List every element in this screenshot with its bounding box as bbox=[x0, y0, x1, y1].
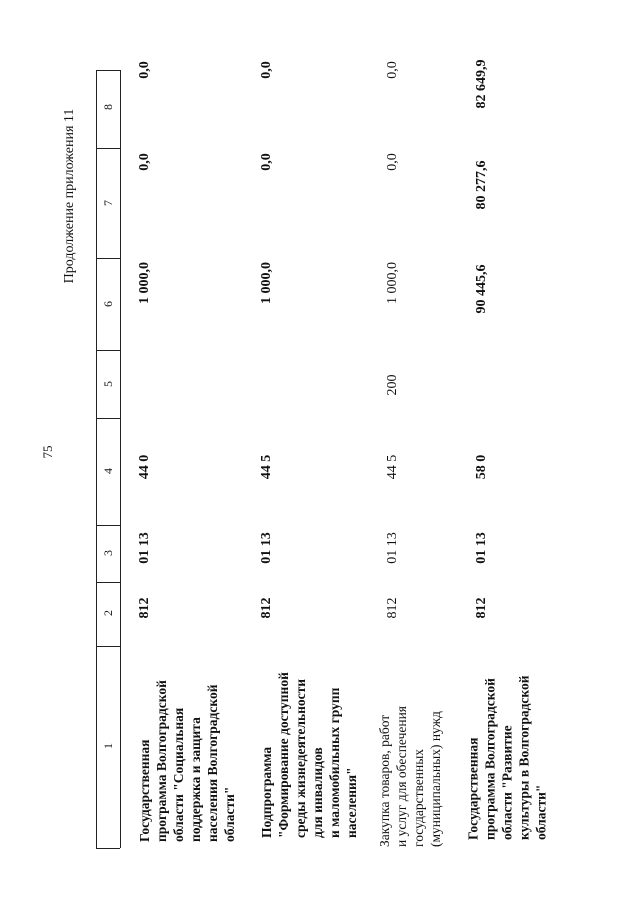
table-border-left bbox=[96, 70, 97, 848]
row-1-col-6: 1 000,0 bbox=[137, 262, 152, 304]
col-line-3-4 bbox=[96, 525, 120, 526]
row-3-col-3: 01 13 bbox=[385, 532, 400, 564]
col-line-6-7 bbox=[96, 258, 120, 259]
row-1-description: Государственная программа Волгоградской области "Социальная поддержка и защита населения Волгоградской области" bbox=[137, 680, 237, 842]
continuation-note: Продолжение приложения 11 bbox=[62, 108, 77, 284]
row-2-col-4: 44 5 bbox=[259, 454, 274, 480]
row-4-description: Государственная программа Волгоградской области "Развитие культуры в Волгоградской области" bbox=[465, 675, 549, 840]
col-line-2-3 bbox=[96, 582, 120, 583]
header-col-8: 8 bbox=[101, 104, 115, 110]
col-line-1-2 bbox=[96, 646, 120, 647]
row-2-col-3: 01 13 bbox=[259, 532, 274, 564]
row-1-col-4: 44 0 bbox=[137, 454, 152, 480]
row-3-description: Закупка товаров, работ и услуг для обеспечения государственных (муниципальных) нужд bbox=[377, 705, 443, 847]
header-col-5: 5 bbox=[101, 381, 115, 387]
col-line-5-6 bbox=[96, 350, 120, 351]
row-3-col-4: 44 5 bbox=[385, 454, 400, 480]
header-col-7: 7 bbox=[101, 200, 115, 206]
row-4-col-2: 812 bbox=[474, 597, 489, 619]
row-4-col-7: 80 277,6 bbox=[474, 160, 489, 210]
header-col-1: 1 bbox=[101, 743, 115, 749]
page-number: 75 bbox=[40, 445, 55, 459]
row-2-description: Подпрограмма "Формирование доступной среды жизнедеятельности для инвалидов и маломобильных групп населения" bbox=[259, 672, 359, 838]
row-2-col-6: 1 000,0 bbox=[259, 262, 274, 304]
header-col-3: 3 bbox=[101, 550, 115, 556]
row-2-col-7: 0,0 bbox=[259, 153, 274, 171]
row-2-col-8: 0,0 bbox=[259, 61, 274, 79]
row-3-col-2: 812 bbox=[385, 597, 400, 619]
row-4-col-4: 58 0 bbox=[474, 454, 489, 480]
row-1-col-7: 0,0 bbox=[137, 153, 152, 171]
row-3-col-8: 0,0 bbox=[385, 61, 400, 79]
row-3-col-6: 1 000,0 bbox=[385, 262, 400, 304]
col-line-4-5 bbox=[96, 418, 120, 419]
col-line-8-9 bbox=[96, 70, 120, 71]
row-3-col-7: 0,0 bbox=[385, 153, 400, 171]
row-3-col-5: 200 bbox=[385, 374, 400, 396]
header-separator bbox=[120, 70, 121, 848]
header-col-4: 4 bbox=[101, 468, 115, 474]
col-line-7-8 bbox=[96, 148, 120, 149]
row-1-col-3: 01 13 bbox=[137, 532, 152, 564]
row-2-col-2: 812 bbox=[259, 597, 274, 619]
row-1-col-2: 812 bbox=[137, 597, 152, 619]
row-4-col-3: 01 13 bbox=[474, 532, 489, 564]
col-line-start bbox=[96, 848, 120, 849]
row-4-col-8: 82 649,9 bbox=[474, 59, 489, 109]
header-col-6: 6 bbox=[101, 301, 115, 307]
header-col-2: 2 bbox=[101, 610, 115, 616]
row-4-col-6: 90 445,6 bbox=[474, 264, 489, 314]
row-1-col-8: 0,0 bbox=[137, 61, 152, 79]
